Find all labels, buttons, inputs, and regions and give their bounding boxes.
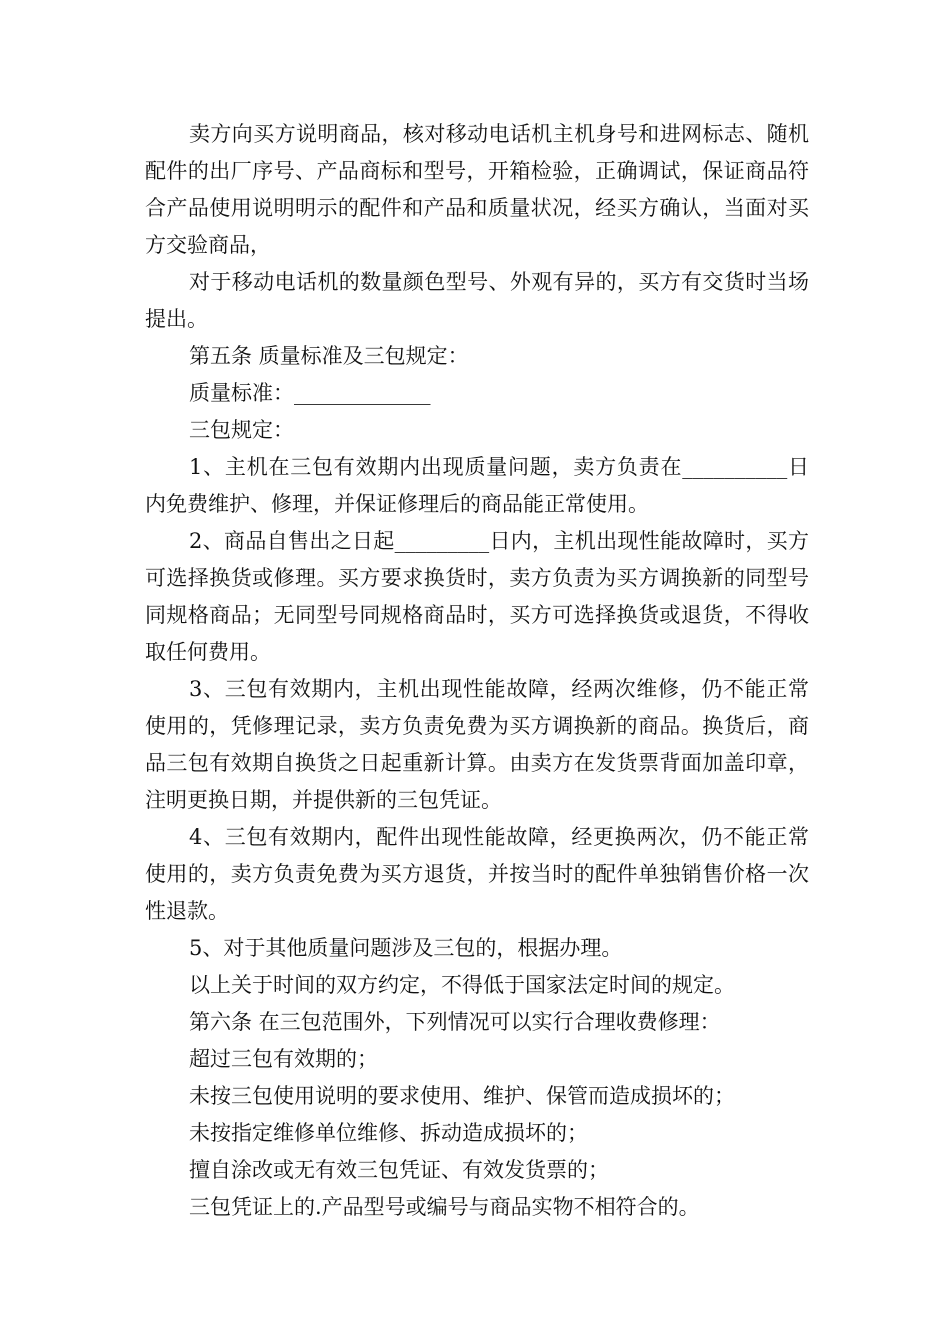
section-heading-article-6: 第六条 在三包范围外，下列情况可以实行合理收费修理： [189,1010,721,1034]
paid-repair-case-5: 三包凭证上的.产品型号或编号与商品实物不相符合的。 [189,1195,700,1219]
guarantee-item-3: 3、三包有效期内，主机出现性能故障，经两次维修，仍不能正常使用的，凭修理记录，卖方负责免费为买方调换新的商品。换货后，商品三包有效期自换货之日起重新计算。由卖方在发货票背面加盖印章，注明更换日期，并提供新的三包凭证。 [145,677,809,812]
paragraph-verification: 卖方向买方说明商品，核对移动电话机主机身号和进网标志、随机配件的出厂序号、产品商标和型号，开箱检验，正确调试，保证商品符合产品使用说明明示的配件和产品和质量状况，经买方确认，当面对买方交验商品， [145,122,809,257]
guarantee-item-5: 5、对于其他质量问题涉及三包的，根据办理。 [189,936,623,960]
document-body [145,116,809,1226]
paid-repair-case-4: 擅自涂改或无有效三包凭证、有效发货票的； [189,1158,609,1182]
paragraph-appearance-objection: 对于移动电话机的数量颜色型号、外观有异的，买方有交货时当场提出。 [145,270,809,331]
paid-repair-case-3: 未按指定维修单位维修、拆动造成损坏的； [189,1121,588,1145]
guarantee-item-4: 4、三包有效期内，配件出现性能故障，经更换两次，仍不能正常使用的，卖方负责免费为买方退货，并按当时的配件单独销售价格一次性退款。 [145,825,809,923]
section-heading-article-5: 第五条 质量标准及三包规定： [189,344,469,368]
paid-repair-case-1: 超过三包有效期的； [189,1047,378,1071]
guarantee-item-1: 1、主机在三包有效期内出现质量问题，卖方负责在__________日内免费维护、修理，并保证修理后的商品能正常使用。 [145,455,809,516]
paid-repair-case-2: 未按三包使用说明的要求使用、维护、保管而造成损坏的； [189,1084,735,1108]
time-agreement-note: 以上关于时间的双方约定，不得低于国家法定时间的规定。 [189,973,735,997]
guarantee-item-2: 2、商品自售出之日起_________日内，主机出现性能故障时，买方可选择换货或修理。买方要求换货时，卖方负责为买方调换新的同型号同规格商品；无同型号同规格商品时，买方可选择换货或退货，不得收取任何费用。 [145,529,809,664]
three-guarantees-heading: 三包规定： [189,418,294,442]
quality-standard-field: 质量标准：_____________ [189,381,431,405]
